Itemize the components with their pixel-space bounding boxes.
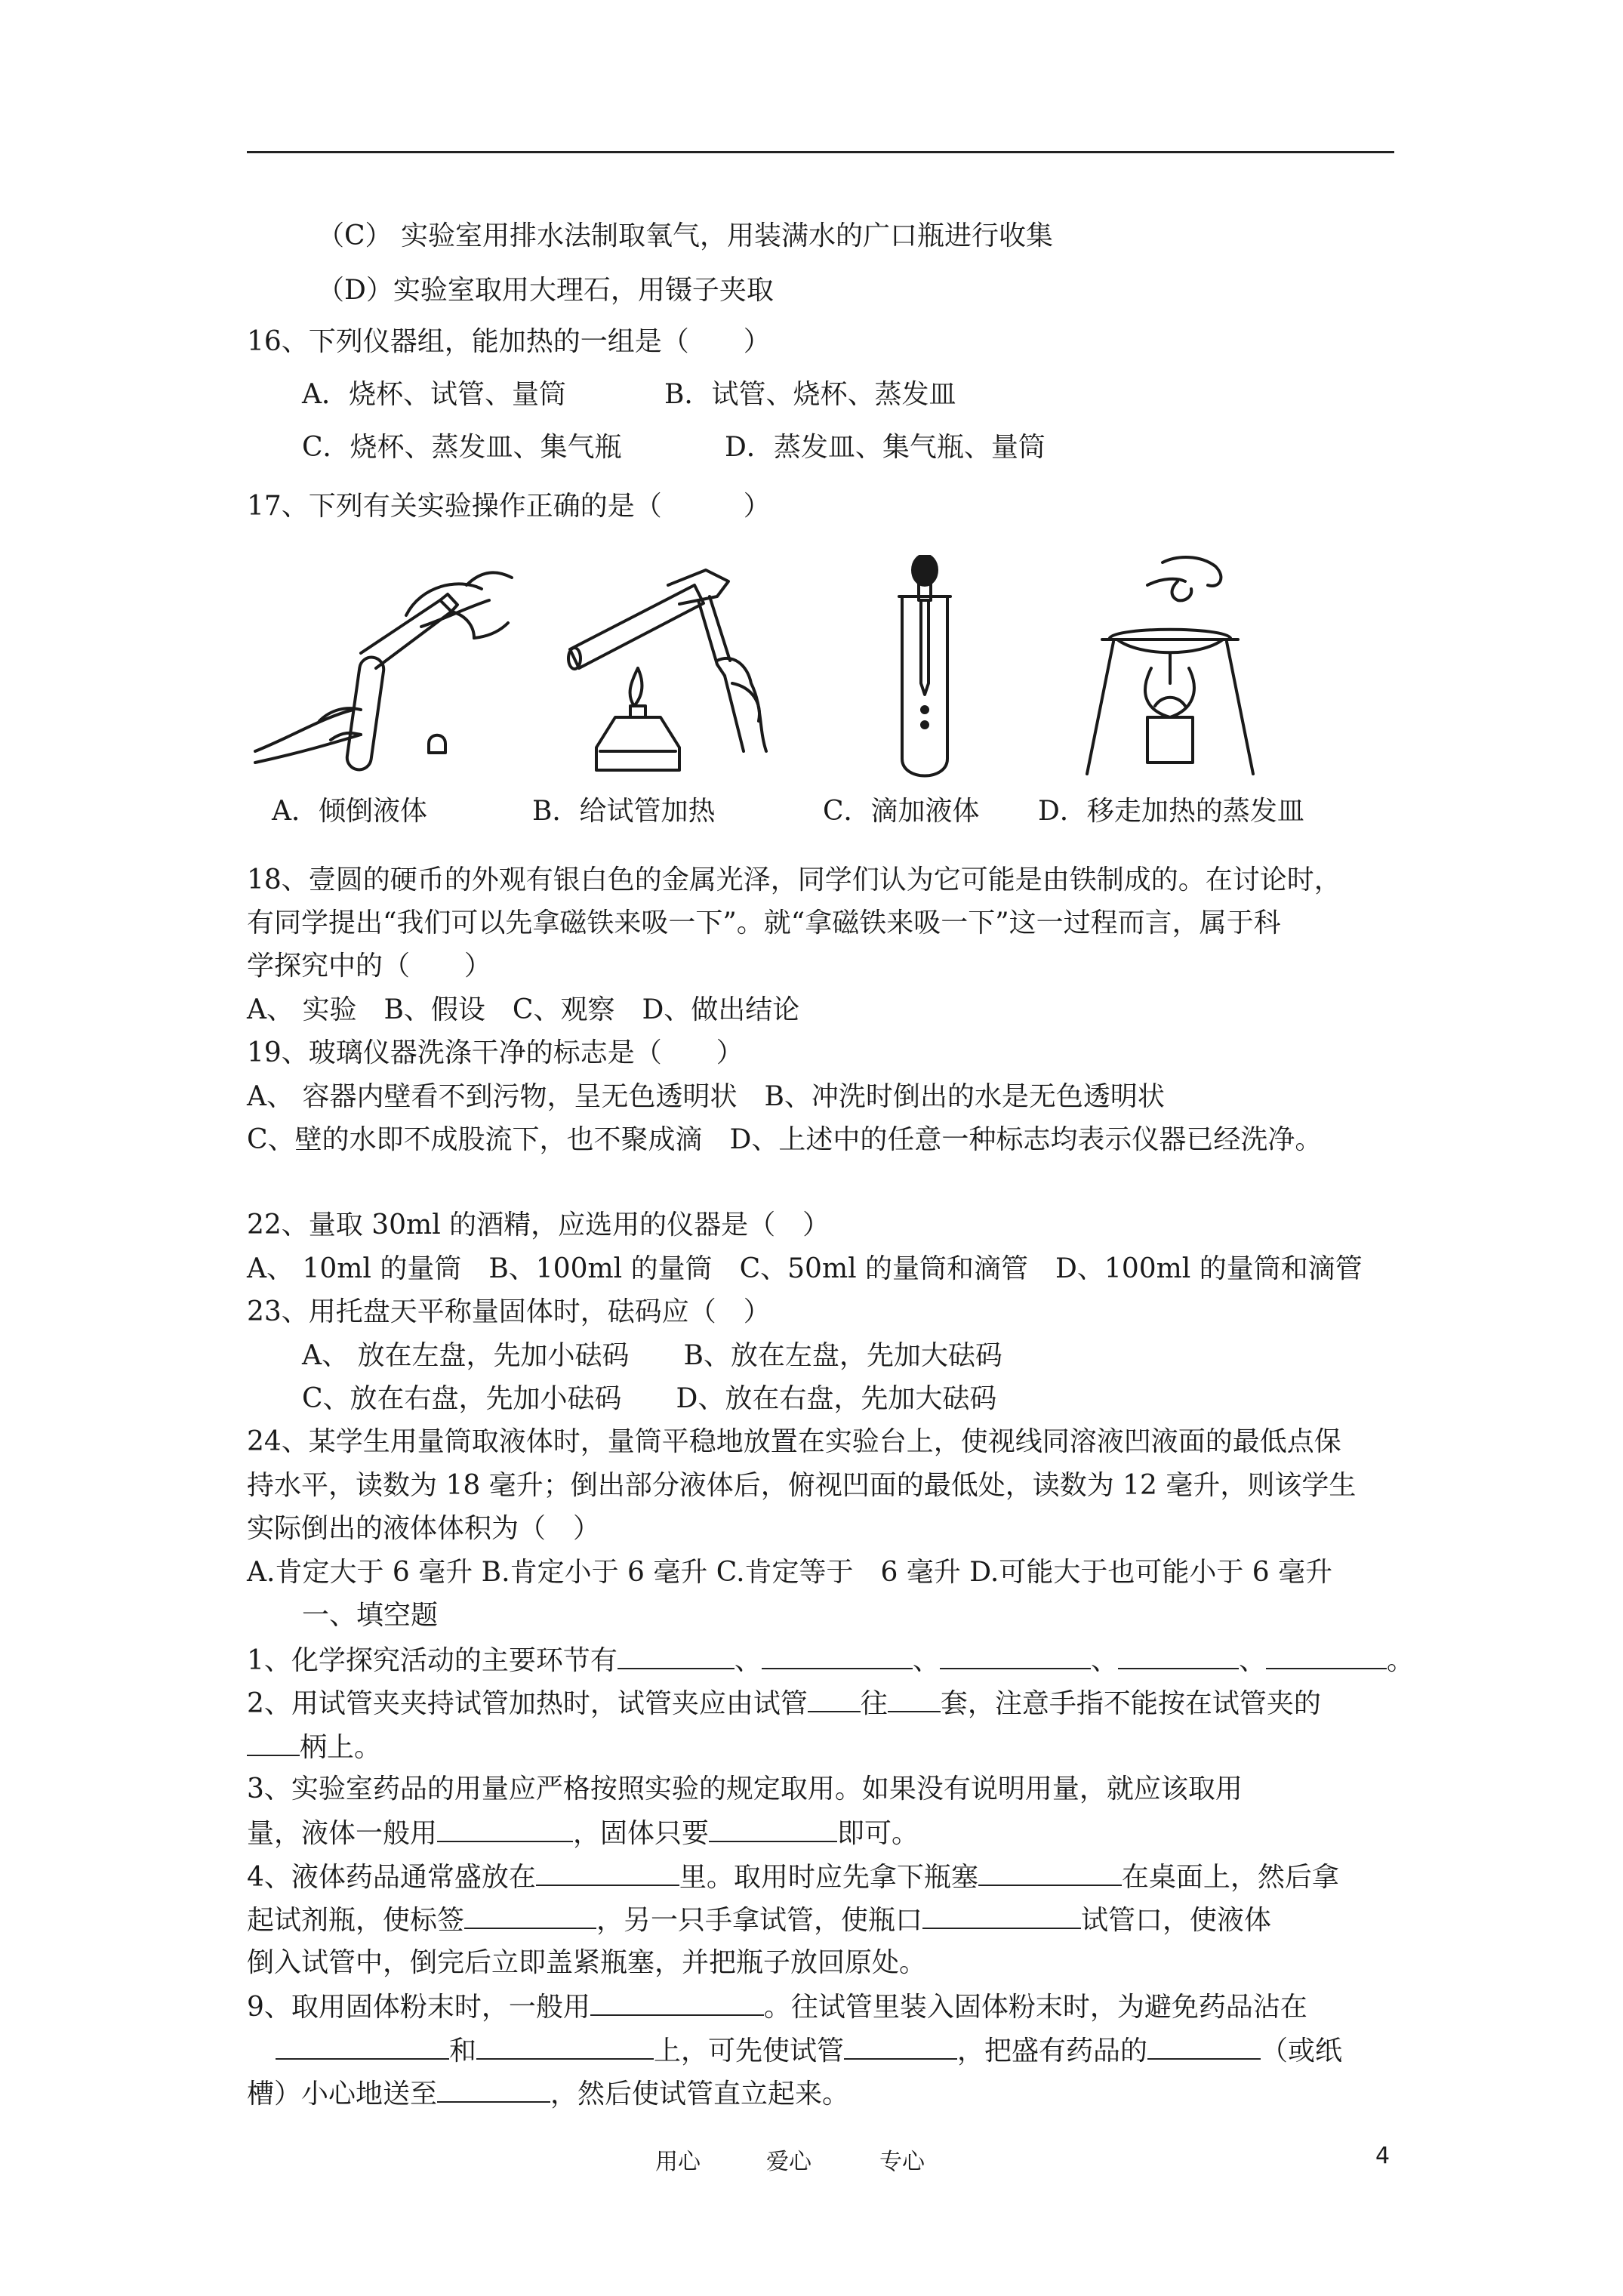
fill4-text-3: 在桌面上，然后拿	[1121, 1862, 1339, 1893]
fill4-line1	[247, 1859, 1339, 1895]
pouring-liquid-icon	[248, 555, 519, 784]
fill1-end: 。	[1386, 1645, 1414, 1676]
fill3-line1: 3、实验室药品的用量应严格按照实验的规定取用。如果没有说明用量，就应该取用	[247, 1774, 1243, 1804]
dropper-icon	[849, 555, 1000, 784]
fill4-blank-2[interactable]	[978, 1859, 1122, 1886]
fill9-blank-4[interactable]	[844, 2032, 957, 2060]
section-title: 一、填空题	[302, 1600, 439, 1631]
fill2-line2	[247, 1729, 381, 1765]
q19-stem: 19、玻璃仪器洗涤干净的标志是（ ）	[247, 1037, 744, 1068]
fill9-blank-6[interactable]	[437, 2076, 550, 2103]
fill2-line1	[247, 1685, 1321, 1721]
q17-stem: 17、下列有关实验操作正确的是（ ）	[247, 491, 771, 522]
fill1-blank-4[interactable]	[1118, 1642, 1239, 1669]
q18-line1: 18、壹圆的硬币的外观有银白色的金属光泽，同学们认为它可能是由铁制成的。在讨论时，	[247, 864, 1341, 895]
q16-option-a: A．烧杯、试管、量筒	[302, 379, 566, 410]
q18-options: A、 实验 B、假设 C、观察 D、做出结论	[247, 994, 800, 1025]
fill1-sep-4: 、	[1238, 1645, 1266, 1676]
fill4-text-2: 里。取用时应先拿下瓶塞	[679, 1862, 978, 1893]
fill3-text-3: 即可。	[837, 1818, 919, 1849]
fill1-line	[247, 1642, 1414, 1678]
fill1-sep-2: 、	[912, 1645, 940, 1676]
page-number: 4	[1375, 2143, 1390, 2169]
q16-option-d: D．蒸发皿、集气瓶、量筒	[725, 432, 1046, 463]
q17-caption-d: D．移走加热的蒸发皿	[1038, 796, 1304, 827]
q24-options: A.肯定大于 6 毫升 B.肯定小于 6 毫升 C.肯定等于 6 毫升 D.可能大于也可能小于 6 毫升	[247, 1557, 1333, 1588]
q18-line3: 学探究中的（ ）	[247, 951, 492, 982]
q24-line2: 持水平，读数为 18 毫升；倒出部分液体后，俯视凹面的最低处，读数为 12 毫升，则该学生	[247, 1470, 1357, 1501]
fill2-blank-3[interactable]	[247, 1729, 300, 1756]
fill4-line3: 倒入试管中，倒完后立即盖紧瓶塞，并把瓶子放回原处。	[247, 1947, 927, 1978]
fill4-text-5: ，另一只手拿试管，使瓶口	[596, 1905, 923, 1936]
q17-caption-a: A．倾倒液体	[272, 796, 427, 827]
footer-word-3: 专心	[879, 2149, 925, 2175]
fill3-line2	[247, 1815, 919, 1851]
evaporating-dish-icon	[1064, 555, 1276, 784]
fill9-text-5: ，把盛有药品的	[957, 2036, 1148, 2066]
fill1-blank-1[interactable]	[617, 1642, 735, 1669]
fill9-text-1: 9、取用固体粉末时，一般用	[247, 1992, 590, 2023]
fill1-sep-1: 、	[734, 1645, 762, 1676]
fill3-text-1: 量，液体一般用	[247, 1818, 438, 1849]
fill1-blank-2[interactable]	[762, 1642, 913, 1669]
fill9-blank-2[interactable]	[276, 2032, 449, 2060]
fill3-text-2: ，固体只要	[573, 1818, 710, 1849]
fill2-text-4: 柄上。	[300, 1732, 382, 1763]
fill4-text-1: 4、液体药品通常盛放在	[247, 1862, 536, 1893]
heating-test-tube-icon	[555, 555, 796, 784]
fill1-sep-3: 、	[1090, 1645, 1118, 1676]
fill9-text-2: 。往试管里装入固体粉末时，为避免药品沾在	[763, 1992, 1307, 2023]
fill9-blank-5[interactable]	[1147, 2032, 1261, 2060]
fill4-text-6: 试管口，使液体	[1081, 1905, 1272, 1936]
fill2-text-2: 往	[860, 1688, 888, 1719]
q24-line3: 实际倒出的液体体积为（ ）	[247, 1513, 601, 1544]
fill4-line2	[247, 1902, 1271, 1938]
q23-options-line1: A、 放在左盘，先加小砝码 B、放在左盘，先加大砝码	[302, 1340, 1002, 1371]
fill1-blank-3[interactable]	[940, 1642, 1091, 1669]
footer-word-1: 用心	[655, 2149, 701, 2175]
q23-options-line2: C、放在右盘，先加小砝码 D、放在右盘，先加大砝码	[302, 1383, 997, 1414]
q15-option-c: （C） 实验室用排水法制取氧气，用装满水的广口瓶进行收集	[317, 220, 1053, 251]
fill4-blank-1[interactable]	[536, 1859, 679, 1886]
footer-word-2: 爱心	[766, 2149, 812, 2175]
q19-options-line1: A、 容器内壁看不到污物，呈无色透明状 B、冲洗时倒出的水是无色透明状	[247, 1081, 1165, 1112]
fill9-text-4: 上，可先使试管	[654, 2036, 845, 2066]
fill2-blank-1[interactable]	[808, 1685, 861, 1712]
q17-figures	[242, 555, 1449, 789]
fill4-blank-3[interactable]	[464, 1902, 596, 1929]
header-rule	[247, 151, 1394, 153]
q24-line1: 24、某学生用量筒取液体时，量筒平稳地放置在实验台上，使视线同溶液凹液面的最低点保	[247, 1426, 1341, 1457]
fill9-text-6: （或纸	[1261, 2036, 1343, 2066]
q18-line2: 有同学提出“我们可以先拿磁铁来吸一下”。就“拿磁铁来吸一下”这一过程而言，属于科	[247, 908, 1281, 938]
fill2-text-1: 2、用试管夹夹持试管加热时，试管夹应由试管	[247, 1688, 808, 1719]
fill9-line2	[276, 2032, 1342, 2069]
fill9-blank-1[interactable]	[590, 1989, 764, 2016]
fill1-blank-5[interactable]	[1266, 1642, 1387, 1669]
q16-option-c: C．烧杯、蒸发皿、集气瓶	[302, 432, 622, 463]
fill2-blank-2[interactable]	[888, 1685, 941, 1712]
fill9-text-7: 槽）小心地送至	[247, 2079, 438, 2110]
q22-options: A、 10ml 的量筒 B、100ml 的量筒 C、50ml 的量筒和滴管 D、100ml 的量筒和滴管	[247, 1253, 1363, 1284]
fill9-text-3: 和	[449, 2036, 477, 2066]
fill1-text: 1、化学探究活动的主要环节有	[247, 1645, 617, 1676]
q22-stem: 22、量取 30ml 的酒精，应选用的仪器是（ ）	[247, 1210, 830, 1240]
fill3-blank-1[interactable]	[437, 1815, 573, 1842]
fill9-blank-3[interactable]	[476, 2032, 654, 2060]
fill4-text-4: 起试剂瓶，使标签	[247, 1905, 465, 1936]
q16-option-b: B．试管、烧杯、蒸发皿	[664, 379, 956, 410]
fill4-blank-4[interactable]	[922, 1902, 1081, 1929]
fill2-text-3: 套，注意手指不能按在试管夹的	[940, 1688, 1321, 1719]
fill9-line3	[247, 2076, 849, 2112]
q17-caption-b: B．给试管加热	[532, 796, 716, 827]
q17-caption-c: C．滴加液体	[823, 796, 980, 827]
q19-options-line2: C、壁的水即不成股流下，也不聚成滴 D、上述中的任意一种标志均表示仪器已经洗净。	[247, 1124, 1323, 1155]
fill9-line1	[247, 1989, 1307, 2025]
q23-stem: 23、用托盘天平称量固体时，砝码应（ ）	[247, 1296, 771, 1327]
q15-option-d: （D）实验室取用大理石，用镊子夹取	[317, 275, 774, 306]
fill9-text-8: ，然后使试管直立起来。	[550, 2079, 850, 2110]
q16-stem: 16、下列仪器组，能加热的一组是（ ）	[247, 326, 771, 357]
fill3-blank-2[interactable]	[709, 1815, 837, 1842]
